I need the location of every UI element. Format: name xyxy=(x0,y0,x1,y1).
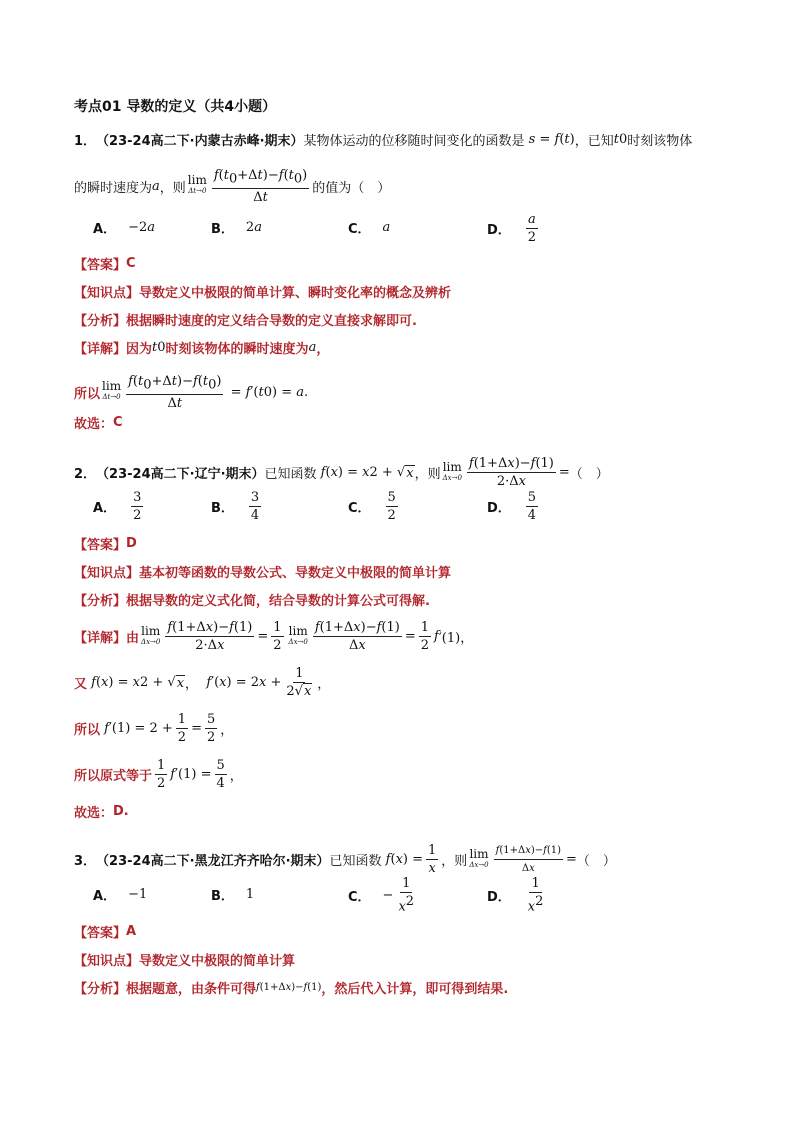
q2-value: 所以 f ′(1) = 2 + $\frac{1}{2}$ = $\frac{5}{2}$ ， xyxy=(74,712,234,745)
q3-option-c[interactable]: C． − $\frac{1}{x^2}$ xyxy=(348,876,415,915)
limit-symbol: lim Δt→0 xyxy=(187,173,207,196)
q1-choose: 故选： C xyxy=(74,415,123,432)
q1-option-c[interactable]: C． a xyxy=(348,220,391,237)
q3-analysis: 【分析】 根据题意，由条件可得 f (1+Δ x )− f (1) ，然后代入计算，即可得到结果. xyxy=(74,982,509,997)
q3-stem: 3． （23-24高二下·黑龙江齐齐哈尔·期末） 已知函数 f ( x ) = $\frac{1}{x}$ ，则 lim Δx→0 $\frac{f(1+\Delta x)-f(1)}{\Delta x}$ = （ ） xyxy=(74,843,616,876)
q1-detail: 【详解】 因为 t 0 时刻该物体的瞬时速度为 a ， xyxy=(74,340,330,357)
q3-option-d[interactable]: D． $\frac{1}{x^2}$ xyxy=(487,876,544,915)
q2-result: 所以原式等于 $\frac{1}{2}$ f ′(1) = $\frac{5}{4}$ ， xyxy=(74,758,243,791)
q1-function-s: s xyxy=(524,132,536,147)
q2-answer: 【答案】 D xyxy=(74,536,137,553)
q1-limit-fraction: $\frac{f(t_0+\Delta t)-f(t_0)}{\Delta t}$ xyxy=(213,168,308,205)
q1-knowledge: 【知识点】 导数定义中极限的简单计算、瞬时变化率的概念及辨析 xyxy=(74,286,452,301)
q2-option-a[interactable]: A． $\frac{3}{2}$ xyxy=(93,490,142,523)
q2-option-c[interactable]: C． $\frac{5}{2}$ xyxy=(348,490,396,523)
q1-analysis: 【分析】 根据瞬时速度的定义结合导数的定义直接求解即可. xyxy=(74,314,417,329)
q2-derivative: 又 f ( x ) = x 2 + √ x ， f ′( x ) = 2 x + $\frac{1}{2√x}$ ， xyxy=(74,666,331,699)
q2-option-d[interactable]: D． $\frac{5}{4}$ xyxy=(487,490,537,523)
q1-stem-line2: 的瞬时速度为 a ，则 lim Δt→0 $\frac{f(t_0+\Delta t)-f(t_0)}{\Delta t}$ 的值为（ ） xyxy=(74,168,391,205)
q2-analysis: 【分析】 根据导数的定义式化简，结合导数的计算公式可得解. xyxy=(74,594,430,609)
q2-detail-formula: 【详解】 由 lim Δx→0 $\frac{f(1+\Delta x)-f(1)}{2\cdot\Delta x}$ = $\frac{1}{2}$ lim Δx→0 $\frac{f(1+\Delta x)-f(1)}{\Delta x}$ = $\frac{1}{2}$ f ′(1)， xyxy=(74,620,474,653)
q3-option-a[interactable]: A． −1 xyxy=(93,887,148,904)
q3-answer: 【答案】 A xyxy=(74,924,137,941)
q1-option-b[interactable]: B． 2 a xyxy=(211,220,262,237)
q2-knowledge: 【知识点】 基本初等函数的导数公式、导数定义中极限的简单计算 xyxy=(74,566,452,581)
q1-option-a[interactable]: A． −2 a xyxy=(93,220,155,237)
q1-option-d[interactable]: D． $\frac{a}{2}$ xyxy=(487,212,537,245)
q2-option-b[interactable]: B． $\frac{3}{4}$ xyxy=(211,490,260,523)
q1-detail-formula: 所以 lim Δt→0 $\frac{f(t_0+\Delta t)-f(t_0)}{\Delta t}$ = f ′( t 0 ) = a . xyxy=(74,374,309,411)
q3-knowledge: 【知识点】 导数定义中极限的简单计算 xyxy=(74,954,296,969)
q2-choose: 故选： D. xyxy=(74,804,129,821)
q3-option-b[interactable]: B． 1 xyxy=(211,887,255,904)
section-title: 考点01 导数的定义（共4小题） xyxy=(74,99,277,115)
q1-stem-line1: 1． （23-24高二下·内蒙古赤峰·期末） 某物体运动的位移随时间变化的函数是 s = f ( t ) ，已知 t 0 时刻该物体 xyxy=(74,132,693,149)
q2-stem: 2． （23-24高二下·辽宁·期末） 已知函数 f ( x ) = x 2 + √ x ，则 lim Δx→0 $\frac{f(1+\Delta x)-f(1)}{2\cdot\Delta x}$ = （ ） xyxy=(74,456,609,489)
q1-answer: 【答案】 C xyxy=(74,256,136,273)
